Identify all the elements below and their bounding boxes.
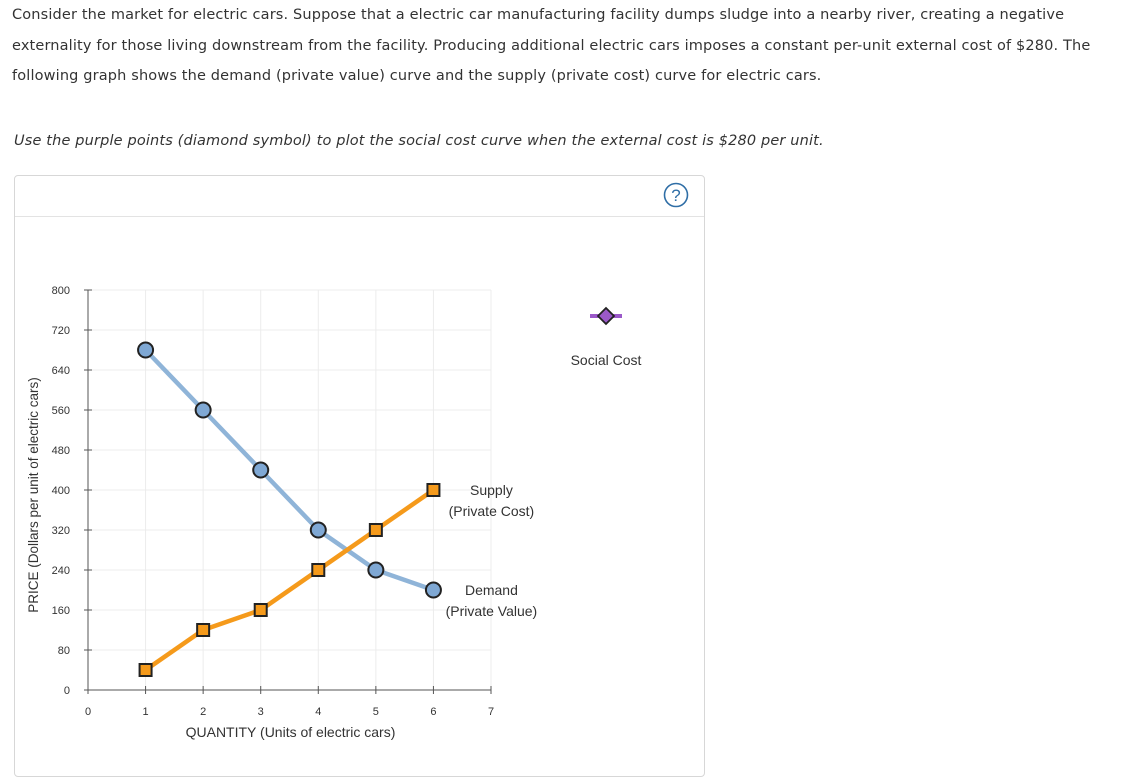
demand-point[interactable] bbox=[253, 463, 268, 478]
x-tick-label: 2 bbox=[200, 706, 207, 718]
series-label-demand: (Private Value) bbox=[445, 603, 538, 619]
supply-point[interactable] bbox=[255, 604, 267, 616]
x-tick-label: 7 bbox=[487, 706, 495, 718]
supply-curve bbox=[146, 490, 434, 670]
supply-point[interactable] bbox=[140, 664, 152, 676]
demand-point[interactable] bbox=[311, 523, 326, 538]
y-tick-label: 480 bbox=[51, 445, 70, 457]
x-tick-label: 5 bbox=[372, 706, 379, 718]
instruction-text: Use the purple points (diamond symbol) to plot the social cost curve when the external cost is $280 per unit. bbox=[14, 133, 824, 149]
y-tick-label: 560 bbox=[51, 405, 70, 417]
y-tick-label: 720 bbox=[51, 325, 70, 337]
x-tick-label: 1 bbox=[142, 706, 149, 718]
x-tick-label: 3 bbox=[257, 706, 264, 718]
y-tick-label: 800 bbox=[51, 285, 70, 297]
help-question-mark: ? bbox=[671, 186, 681, 205]
y-axis-title: PRICE (Dollars per unit of electric cars) bbox=[26, 377, 41, 613]
x-tick-label: 6 bbox=[430, 706, 437, 718]
supply-point[interactable] bbox=[370, 524, 382, 536]
y-tick-label: 640 bbox=[51, 365, 70, 377]
demand-point[interactable] bbox=[138, 343, 153, 358]
supply-point[interactable] bbox=[197, 624, 209, 636]
demand-point[interactable] bbox=[368, 563, 383, 578]
y-tick-label: 80 bbox=[57, 645, 70, 657]
series-label-demand: Demand bbox=[464, 582, 518, 598]
y-tick-label: 320 bbox=[51, 525, 70, 537]
y-tick-label: 240 bbox=[51, 565, 70, 577]
y-tick-label: 0 bbox=[63, 685, 70, 697]
x-tick-label: 4 bbox=[315, 706, 322, 718]
x-tick-label: 0 bbox=[84, 706, 92, 718]
y-tick-label: 160 bbox=[51, 605, 70, 617]
series-label-supply: (Private Cost) bbox=[448, 503, 535, 519]
series-label-supply: Supply bbox=[470, 482, 513, 498]
y-tick-label: 400 bbox=[51, 485, 70, 497]
palette-label-social-cost: Social Cost bbox=[570, 352, 642, 368]
supply-point[interactable] bbox=[427, 484, 439, 496]
social-cost-diamond-icon[interactable] bbox=[598, 308, 614, 324]
question-text: Consider the market for electric cars. Suppose that a electric car manufacturing facility dumps sludge into a nearby river, creating a negative externality for those living downstream from the facility. Producing additional electric cars imposes a constant per-unit external cost of $280. The following graph shows the demand (private value) curve and the supply (private cost) curve for electric cars. bbox=[12, 7, 1091, 84]
x-axis-title: QUANTITY (Units of electric cars) bbox=[185, 724, 396, 740]
demand-curve bbox=[146, 350, 434, 590]
supply-point[interactable] bbox=[312, 564, 324, 576]
demand-point[interactable] bbox=[196, 403, 211, 418]
demand-point[interactable] bbox=[426, 583, 441, 598]
